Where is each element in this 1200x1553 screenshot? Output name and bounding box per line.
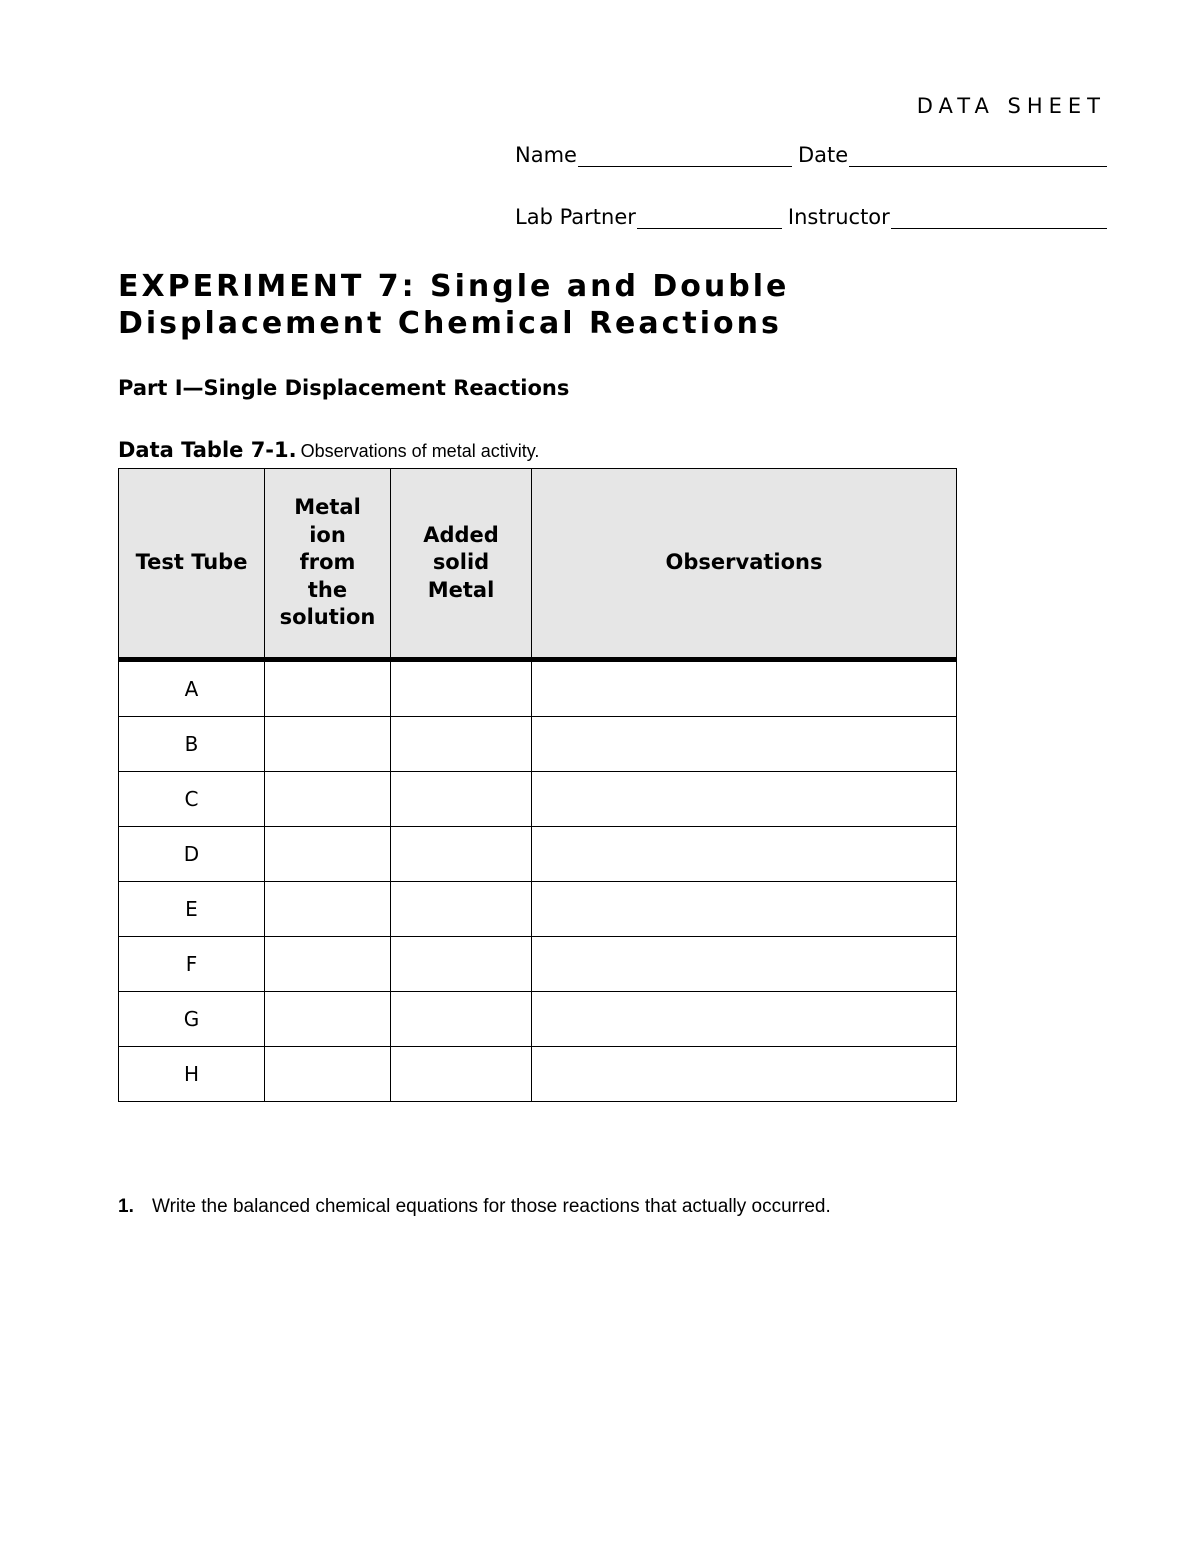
- observations-cell[interactable]: [532, 882, 957, 937]
- table-row: [119, 937, 957, 992]
- lab-partner-field[interactable]: [637, 208, 782, 229]
- observations-cell[interactable]: [532, 1047, 957, 1102]
- test-tube-cell: E: [119, 882, 265, 937]
- partner-instructor-row: [515, 205, 1107, 229]
- test-tube-cell: D: [119, 827, 265, 882]
- name-date-row: [515, 143, 1107, 167]
- date-label: Date: [797, 143, 849, 167]
- column-header-metal-ion: Metal ion from the solution: [265, 469, 391, 660]
- table-row: [119, 1047, 957, 1102]
- observations-cell[interactable]: [532, 937, 957, 992]
- test-tube-cell: A: [119, 660, 265, 717]
- column-header-test-tube: Test Tube: [119, 469, 265, 660]
- table-row: [119, 772, 957, 827]
- metal-ion-cell[interactable]: [265, 1047, 391, 1102]
- metal-ion-cell[interactable]: [265, 772, 391, 827]
- lab-partner-label: Lab Partner: [515, 205, 636, 229]
- test-tube-cell: F: [119, 937, 265, 992]
- question-text: Write the balanced chemical equations for those reactions that actually occurred.: [152, 1196, 831, 1217]
- date-field[interactable]: [849, 146, 1107, 167]
- table-header-row: [119, 469, 957, 660]
- solid-metal-cell[interactable]: [391, 772, 532, 827]
- test-tube-cell: G: [119, 992, 265, 1047]
- metal-ion-cell[interactable]: [265, 937, 391, 992]
- table-row: [119, 827, 957, 882]
- test-tube-cell: B: [119, 717, 265, 772]
- test-tube-cell: H: [119, 1047, 265, 1102]
- metal-activity-table: [118, 468, 957, 1102]
- column-header-added-solid-metal: Added solid Metal: [391, 469, 532, 660]
- question-1: [118, 1196, 831, 1218]
- metal-ion-cell[interactable]: [265, 717, 391, 772]
- observations-cell[interactable]: [532, 772, 957, 827]
- table-caption-text: Observations of metal activity.: [300, 441, 540, 461]
- data-sheet-label: DATA SHEET: [916, 94, 1106, 118]
- solid-metal-cell[interactable]: [391, 827, 532, 882]
- solid-metal-cell[interactable]: [391, 1047, 532, 1102]
- metal-ion-cell[interactable]: [265, 882, 391, 937]
- observations-cell[interactable]: [532, 827, 957, 882]
- title-line-1: EXPERIMENT 7: Single and Double: [118, 269, 790, 304]
- experiment-title: [118, 268, 789, 342]
- table-caption: [118, 438, 539, 462]
- metal-ion-cell[interactable]: [265, 660, 391, 717]
- instructor-field[interactable]: [891, 208, 1107, 229]
- table-row: [119, 992, 957, 1047]
- solid-metal-cell[interactable]: [391, 937, 532, 992]
- name-label: Name: [515, 143, 577, 167]
- table-row: [119, 660, 957, 717]
- observations-cell[interactable]: [532, 992, 957, 1047]
- observations-cell[interactable]: [532, 717, 957, 772]
- solid-metal-cell[interactable]: [391, 660, 532, 717]
- solid-metal-cell[interactable]: [391, 992, 532, 1047]
- metal-ion-cell[interactable]: [265, 992, 391, 1047]
- observations-cell[interactable]: [532, 660, 957, 717]
- metal-ion-cell[interactable]: [265, 827, 391, 882]
- table-row: [119, 717, 957, 772]
- instructor-label: Instructor: [787, 205, 890, 229]
- table-row: [119, 882, 957, 937]
- question-number: 1.: [118, 1196, 134, 1217]
- title-line-2: Displacement Chemical Reactions: [118, 306, 782, 341]
- table-caption-label: Data Table 7-1.: [118, 438, 297, 462]
- column-header-observations: Observations: [532, 469, 957, 660]
- name-field[interactable]: [578, 146, 792, 167]
- solid-metal-cell[interactable]: [391, 717, 532, 772]
- part-heading: Part I—Single Displacement Reactions: [118, 376, 570, 400]
- solid-metal-cell[interactable]: [391, 882, 532, 937]
- test-tube-cell: C: [119, 772, 265, 827]
